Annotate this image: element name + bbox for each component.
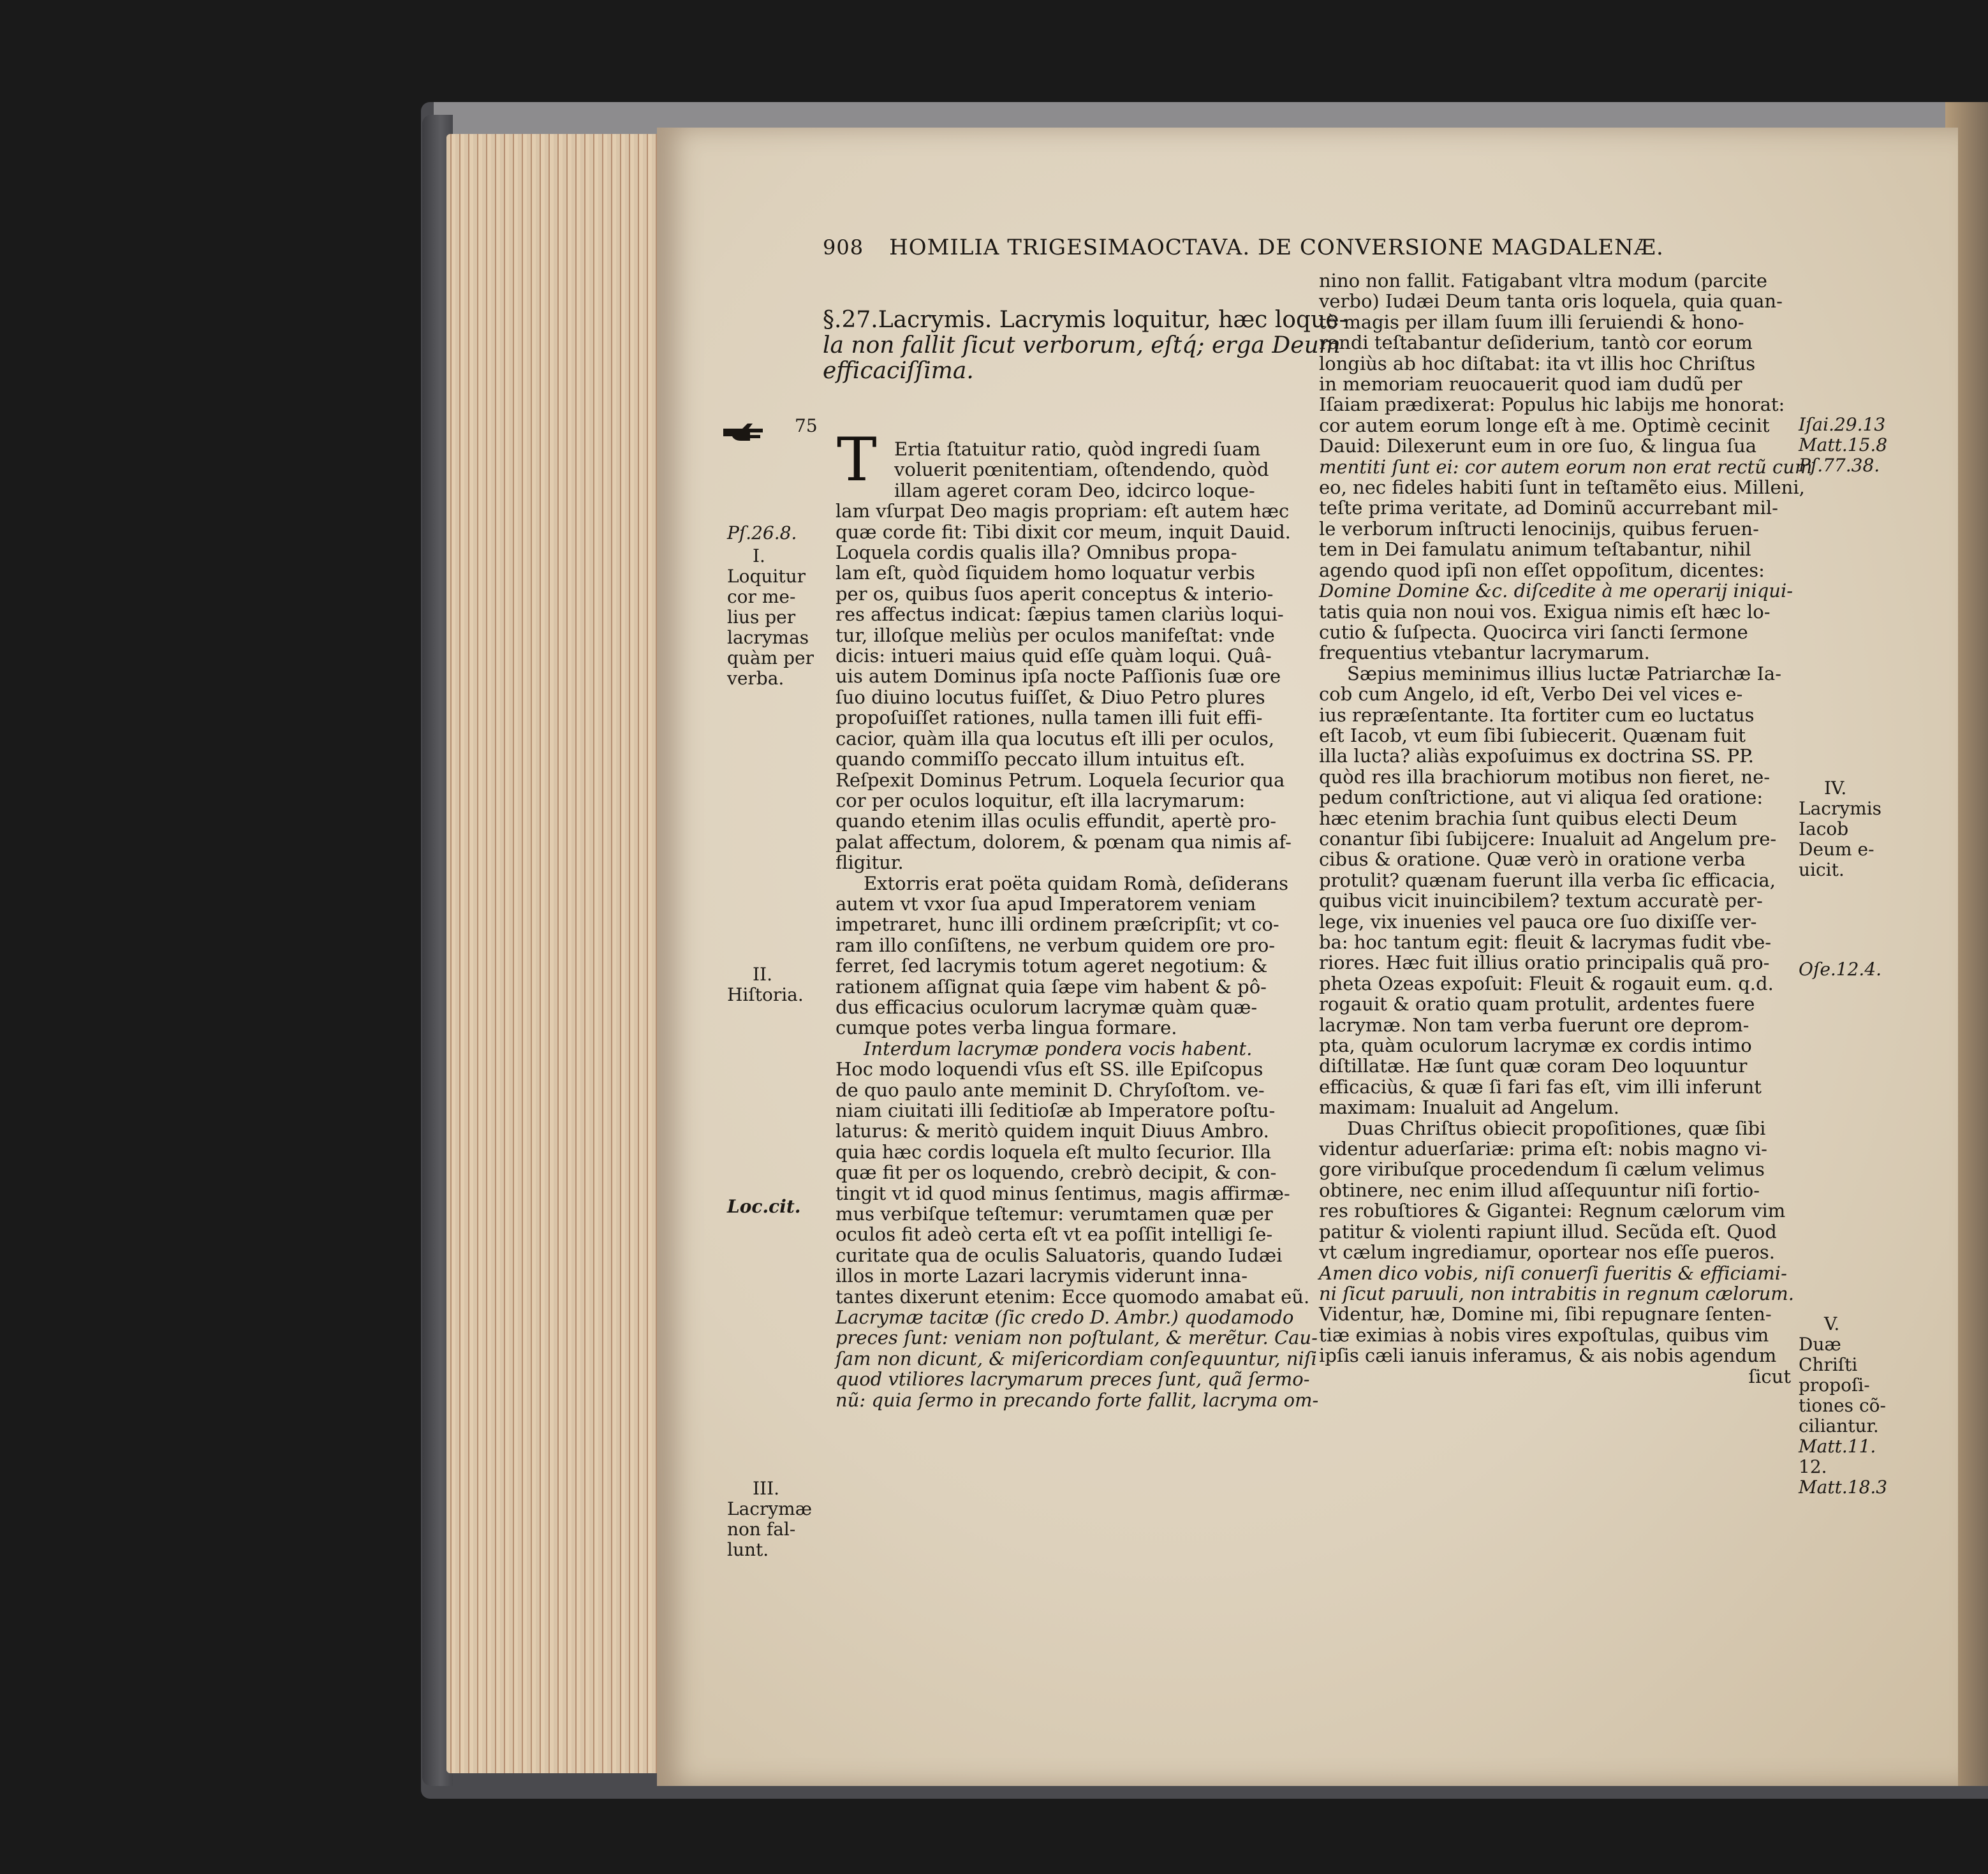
text-line: maximam: Inualuit ad Angelum. [1319, 1096, 1619, 1119]
text-line: Reſpexit Dominus Petrum. Loquela ſecurior qua [836, 769, 1285, 791]
text-line: pheta Ozeas expoſuit: Fleuit & rogauit eum. q.d. [1319, 972, 1774, 994]
text-line: tur, illoſque meliùs per oculos manifeſtat: vnde [836, 624, 1275, 646]
margin-note-line: quàm per [727, 647, 814, 668]
text-line: tò magis per illam ſuum illi ſeruiendi & hono- [1319, 311, 1744, 333]
text-line: tiæ eximias à nobis vires expoſtulas, quibus vim [1319, 1324, 1769, 1346]
running-title: HOMILIA TRIGESIMAOCTAVA. DE CONVERSIONE MAGDALENÆ. [889, 235, 1664, 260]
text-line: cor autem eorum longe eſt à me. Optimè cecinit [1319, 414, 1770, 436]
text-line: Iſaiam prædixerat: Populus hic labijs me honorat: [1319, 394, 1785, 416]
text-line: pta, quàm oculorum lacrymæ ex cordis intimo [1319, 1035, 1752, 1057]
margin-note-line: Matt.15.8 [1799, 434, 1888, 455]
margin-ref-ose: Oſe.12.4. [1799, 959, 1882, 980]
text-line: le verborum inſtructi lenocinijs, quibus feruen- [1319, 517, 1759, 540]
text-line: ram illo conſiſtens, ne verbum quidem ore pro- [836, 934, 1276, 956]
margin-note-line: tiones cõ- [1799, 1395, 1886, 1416]
text-line: Dauid: Dilexerunt eum in ore ſuo, & lingua ſua [1319, 435, 1757, 457]
text-line: diſtillatæ. Hæ ſunt quæ coram Deo loquuntur [1319, 1055, 1748, 1077]
text-line: tantes dixerunt etenim: Ecce quomodo amabat eũ. [836, 1285, 1310, 1308]
margin-note-line: Lacrymæ [727, 1498, 813, 1519]
text-line: Sæpius meminimus illius luctæ Patriarchæ Ia- [1347, 662, 1781, 684]
text-line: niam ciuitati illi ſeditioſæ ab Imperatore poſtu- [836, 1100, 1276, 1121]
text-line: Loquela cordis qualis illa? Omnibus propa- [836, 542, 1237, 564]
margin-note-4 [1799, 778, 1907, 880]
text-line: rationem aſſignat quia ſæpe vim habent & pô- [836, 975, 1267, 998]
text-line: autem vt vxor ſua apud Imperatorem veniam [836, 892, 1256, 915]
text-line: lam eſt, quòd ſiquidem homo loquatur verbis [836, 562, 1255, 584]
text-line: randi teſtabantur deſiderium, tantò cor eorum [1319, 332, 1753, 354]
margin-note-line: V. [1824, 1313, 1840, 1334]
margin-refs-1 [1799, 415, 1907, 476]
drop-capital: T [837, 425, 877, 495]
text-line: hæc etenim brachia ſunt quibus electi Deum [1319, 807, 1737, 829]
text-line: Extorris erat poëta quidam Romà, deſiderans [864, 872, 1289, 894]
margin-note-line: Loquitur [727, 566, 806, 587]
margin-note-5 [1799, 1314, 1907, 1498]
catchword: ſicut [1748, 1365, 1791, 1387]
text-line: cacior, quàm illa qua locutus eſt illi per oculos, [836, 727, 1275, 749]
text-line: pedum conſtrictione, aut vi aliqua ſed oratione: [1319, 786, 1763, 809]
margin-note-line: IV. [1824, 778, 1847, 799]
margin-ref-psalm: Pſ.26.8. [727, 522, 797, 543]
page-header [823, 235, 1748, 273]
margin-note-line: uicit. [1799, 859, 1844, 880]
text-line: de quo paulo ante meminit D. Chryſoſtom. ve- [836, 1079, 1265, 1101]
text-line: lege, vix inuenies vel pauca ore ſuo dixiſſe ver- [1319, 910, 1757, 933]
text-line: rogauit & oratio quam protulit, ardentes fuere [1319, 993, 1755, 1015]
text-line: riores. Hæc fuit illius oratio principalis quã pro- [1319, 952, 1770, 974]
text-line: tem in Dei famulatu animum teſtabantur, nihil [1319, 538, 1751, 561]
margin-note-line: 12. [1799, 1456, 1827, 1477]
text-line: lacrymæ. Non tam verba fuerunt ore deprom- [1319, 1014, 1749, 1036]
margin-note-line: non fal- [727, 1519, 796, 1540]
margin-note-line: cor me- [727, 586, 796, 607]
text-line: illam ageret coram Deo, idcirco loque- [894, 479, 1255, 501]
text-line: tingit vt id quod minus ſentimus, magis affirmæ- [836, 1182, 1290, 1204]
text-line: videntur aduerſariæ: prima eſt: nobis magno vi- [1319, 1138, 1767, 1160]
margin-note-line: Lacrymis [1799, 798, 1882, 819]
text-line: illa lucta? aliàs expoſuimus ex doctrina SS. PP. [1319, 745, 1754, 767]
text-line: cor per oculos loquitur, eſt illa lacrymarum: [836, 789, 1246, 811]
margin-note-line: Iſai.29.13 [1799, 414, 1886, 435]
text-line: res affectus indicat: ſæpius tamen clariùs loqui- [836, 603, 1284, 626]
margin-note-2 [727, 964, 836, 1005]
text-line: frequentius vtebantur lacrymarum. [1319, 642, 1650, 664]
text-line: quia hæc cordis loquela eſt multo ſecurior. Illa [836, 1140, 1272, 1163]
text-line: gore viribuſque procedendum ſi cælum velimus [1319, 1158, 1765, 1181]
text-line: dus efficacius oculorum lacrymæ quàm quæ- [836, 996, 1258, 1018]
text-line: res robuſtiores & Gigantei: Regnum cælorum vim [1319, 1200, 1786, 1222]
page-edges [446, 134, 657, 1773]
text-line: Amen dico vobis, niſi conuerſi fueritis & efficiami- [1319, 1262, 1787, 1284]
text-line: conantur ſibi ſubijcere: Inualuit ad Angelum pre- [1319, 827, 1777, 850]
text-line: nũ: quia ſermo in precando forte fallit, lacryma om- [836, 1389, 1319, 1411]
text-line: Videntur, hæ, Domine mi, ſibi repugnare ſenten- [1319, 1303, 1772, 1325]
text-line: Domine Domine &c. diſcedite à me operarij iniqui- [1319, 580, 1793, 602]
section-title-line: la non fallit ſicut verborum, eſtq́; erga Deum [823, 332, 1341, 358]
margin-note-line: Chriſti [1799, 1354, 1858, 1375]
text-line: cob cum Angelo, id eſt, Verbo Dei vel vices e- [1319, 683, 1743, 705]
text-line: cumque potes verba lingua formare. [836, 1017, 1177, 1039]
text-line: Hoc modo loquendi vſus eſt SS. ille Epiſcopus [836, 1058, 1263, 1081]
text-line: quando commiſſo peccato illum intuitus eſt. [836, 748, 1246, 771]
text-line: per os, quibus ſuos aperit conceptus & interio- [836, 582, 1274, 605]
margin-note-line: Matt.18.3 [1799, 1477, 1888, 1498]
section-title-line: efficaciſſima. [823, 358, 974, 384]
text-line: preces ſunt: veniam non poſtulant, & merẽtur. Cau- [836, 1327, 1318, 1349]
text-line: agendo quod ipſi non eſſet oppoſitum, dicentes: [1319, 559, 1765, 581]
text-line: illos in morte Lazari lacrymis viderunt inna- [836, 1265, 1248, 1287]
margin-note-line: verba. [727, 668, 784, 689]
text-line: ba: hoc tantum egit: fleuit & lacrymas fudit vbe- [1319, 931, 1772, 953]
text-line: ſuo diuino locutus fuiſſet, & Diuo Petro plures [836, 686, 1265, 708]
margin-note-1 [727, 546, 836, 689]
text-line: teſte prima veritate, ad Dominũ accurrebant mil- [1319, 497, 1778, 519]
text-line: ius repræſentante. Ita fortiter cum eo luctatus [1319, 704, 1755, 726]
text-line: ferret, ſed lacrymis totum ageret negotium: & [836, 955, 1268, 977]
margin-note-line: Matt.11. [1799, 1436, 1876, 1457]
text-line: eſt Iacob, vt eum ſibi ſubiecerit. Quænam fuit [1319, 724, 1746, 746]
text-line: quæ corde fit: Tibi dixit cor meum, inquit Dauid. [836, 520, 1291, 543]
text-line: quod vtiliores lacrymarum preces ſunt, quã ſermo- [836, 1368, 1310, 1391]
left-column [836, 438, 1319, 1411]
text-line: Lacrymæ tacitæ (ſic credo D. Ambr.) quodamodo [836, 1306, 1294, 1329]
text-line: mentiti ſunt ei: cor autem eorum non erat rectũ cum [1319, 455, 1813, 478]
text-line: cibus & oratione. Quæ verò in oratione verba [1319, 848, 1746, 871]
text-line: laturus: & meritò quidem inquit Diuus Ambro. [836, 1120, 1269, 1142]
text-line: cutio & ſuſpecta. Quocirca viri ſancti ſermone [1319, 621, 1748, 643]
text-line: propoſuiſſet rationes, nulla tamen illi fuit effi- [836, 707, 1263, 729]
margin-loc-cit: Loc.cit. [727, 1196, 801, 1217]
margin-note-line: Hiſtoria. [727, 984, 804, 1005]
margin-note-3 [727, 1479, 836, 1560]
text-line: protulit? quænam fuerunt illa verba ſic efficacia, [1319, 869, 1776, 891]
text-line: longiùs ab hoc diſtabat: ita vt illis hoc Chriſtus [1319, 352, 1756, 374]
text-line: ni ſicut paruuli, non intrabitis in regnum cælorum. [1319, 1282, 1795, 1304]
text-line: Duas Chriſtus obiecit propoſitiones, quæ ſibi [1347, 1117, 1766, 1139]
text-line: verbo) Iudæi Deum tanta oris loquela, quia quan- [1319, 290, 1783, 313]
text-line: voluerit pœnitentiam, oſtendendo, quòd [894, 459, 1269, 481]
quotation-line: Interdum lacrymæ pondera vocis habent. [864, 1037, 1253, 1059]
text-line: tatis quia non noui vos. Exigua nimis eſt hæc lo- [1319, 600, 1771, 623]
margin-note-line: lacrymas [727, 627, 809, 648]
text-line: quando etenim illas oculis effundit, apertè pro- [836, 810, 1276, 832]
text-line: patitur & violenti rapiunt illud. Secũda eſt. Quod [1319, 1220, 1777, 1243]
text-line: palat affectum, dolorem, & pœnam qua nimis af- [836, 830, 1292, 853]
right-column [1319, 270, 1813, 1387]
text-line: eo, nec fideles habiti ſunt in teſtamẽto eius. Milleni, [1319, 476, 1805, 499]
margin-note-line: lius per [727, 607, 796, 628]
page-number: 908 [823, 235, 864, 260]
text-line: obtinere, nec enim illud aſſequuntur niſi fortio- [1319, 1179, 1760, 1201]
text-line: ipſis cæli ianuis inferamus, & ais nobis agendum [1319, 1345, 1777, 1367]
margin-note-line: lunt. [727, 1539, 769, 1560]
text-line: vt cælum ingrediamur, oportear nos eſſe pueros. [1319, 1241, 1775, 1264]
text-line: ſam non dicunt, & miſericordiam conſequuntur, niſi [836, 1347, 1317, 1369]
text-line: uis autem Dominus ipſa nocte Paſſionis ſuæ ore [836, 665, 1281, 688]
text-line: mus verbiſque teſtemur: verumtamen quæ per [836, 1203, 1273, 1225]
text-line: quibus vicit inuincibilem? textum accuratè per- [1319, 890, 1763, 912]
margin-note-line: III. [753, 1478, 780, 1499]
text-line: nino non fallit. Fatigabant vltra modum (parcite [1319, 270, 1767, 291]
text-line: lam vſurpat Deo magis propriam: eſt autem hæc [836, 500, 1290, 522]
margin-note-line: ciliantur. [1799, 1415, 1879, 1436]
margin-note-line: Duæ [1799, 1334, 1841, 1355]
text-line: curitate qua de oculis Saluatoris, quando Iudæi [836, 1244, 1283, 1266]
text-line: fligitur. [836, 852, 904, 874]
margin-hand-number: 75 [795, 415, 818, 436]
text-line: Ertia ſtatuitur ratio, quòd ingredi ſuam [894, 438, 1261, 460]
text-line: impetraret, hunc illi ordinem præſcripſit; vt co- [836, 913, 1279, 936]
margin-note-line: Pſ.77.38. [1799, 455, 1880, 476]
section-title [823, 307, 1347, 384]
text-line: dicis: intueri maius quid eſſe quàm loqui. Quâ- [836, 645, 1272, 667]
text-line: quæ fit per os loquendo, crebrò decipit, & con- [836, 1162, 1277, 1184]
margin-note-line: II. [753, 964, 773, 985]
margin-note-line: I. [753, 545, 765, 566]
text-line: oculos fit adeò certa eſt vt ea poſſit intelligi ſe- [836, 1223, 1273, 1246]
margin-note-line: Deum e- [1799, 839, 1874, 860]
margin-note-line: Iacob [1799, 818, 1849, 839]
pointing-hand-icon [721, 421, 765, 444]
text-line: in memoriam reuocauerit quod iam dudũ per [1319, 373, 1742, 395]
section-title-line: §.27.Lacrymis. Lacrymis loquitur, hæc loque- [823, 307, 1347, 333]
text-line: quòd res illa brachiorum motibus non fieret, ne- [1319, 765, 1771, 788]
text-line: efficaciùs, & quæ ſi fari fas eſt, vim illi inferunt [1319, 1075, 1762, 1098]
margin-note-line: propoſi- [1799, 1375, 1870, 1396]
